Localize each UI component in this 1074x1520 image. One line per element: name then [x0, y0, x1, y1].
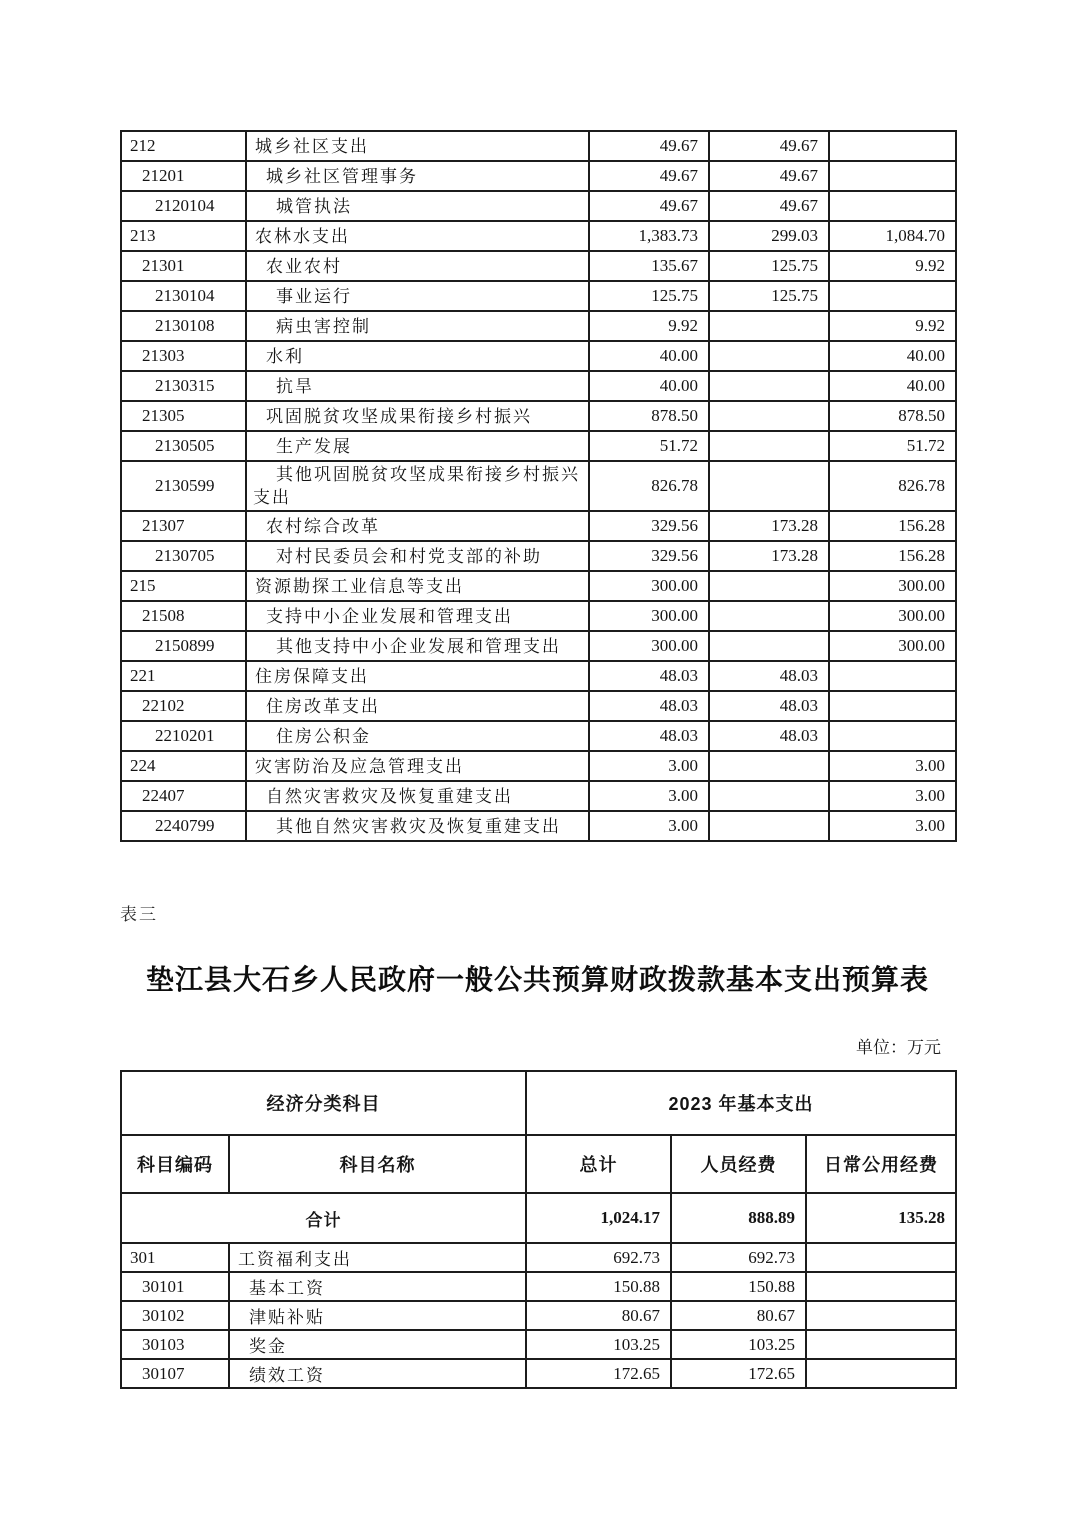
- amount-cell: [709, 781, 829, 811]
- table-row: [121, 691, 956, 721]
- table-row: [121, 1272, 956, 1301]
- amount-cell: 329.56: [589, 511, 709, 541]
- total-row-personnel: 888.89: [671, 1193, 806, 1243]
- amount-cell: 48.03: [709, 661, 829, 691]
- table-row: [121, 631, 956, 661]
- amount-cell: 172.65: [526, 1359, 671, 1388]
- table-row: [121, 511, 956, 541]
- subject-name-cell: 水利: [246, 341, 589, 371]
- subject-name-cell: 其他巩固脱贫攻坚成果衔接乡村振兴支出: [246, 461, 589, 511]
- amount-cell: 3.00: [589, 751, 709, 781]
- subject-name-cell: 对村民委员会和村党支部的补助: [246, 541, 589, 571]
- amount-cell: 9.92: [829, 251, 956, 281]
- amount-cell: 172.65: [671, 1359, 806, 1388]
- subject-code-cell: 21201: [121, 161, 246, 191]
- amount-cell: 49.67: [709, 131, 829, 161]
- subject-name-cell: 奖金: [229, 1330, 526, 1359]
- amount-cell: [806, 1330, 956, 1359]
- amount-cell: [709, 341, 829, 371]
- amount-cell: [829, 691, 956, 721]
- table-row: [121, 191, 956, 221]
- amount-cell: 1,084.70: [829, 221, 956, 251]
- amount-cell: 80.67: [671, 1301, 806, 1330]
- subject-name-cell: 农村综合改革: [246, 511, 589, 541]
- header-daily-public-funds: 日常公用经费: [806, 1135, 956, 1193]
- total-row: [121, 1193, 956, 1243]
- amount-cell: [829, 131, 956, 161]
- subject-code-cell: 30103: [121, 1330, 229, 1359]
- total-row-label: 合计: [121, 1193, 526, 1243]
- table-number-label: 表三: [120, 905, 158, 924]
- header-total: 总计: [526, 1135, 671, 1193]
- subject-name-cell: 工资福利支出: [229, 1243, 526, 1272]
- table-row: [121, 1243, 956, 1272]
- table-row: [121, 541, 956, 571]
- subject-code-cell: 2130505: [121, 431, 246, 461]
- amount-cell: 150.88: [526, 1272, 671, 1301]
- table-row: [121, 341, 956, 371]
- amount-cell: 103.25: [671, 1330, 806, 1359]
- subject-code-cell: 30101: [121, 1272, 229, 1301]
- amount-cell: 49.67: [589, 191, 709, 221]
- amount-cell: 1,383.73: [589, 221, 709, 251]
- amount-cell: [709, 571, 829, 601]
- page-title: 垫江县大石乡人民政府一般公共预算财政拨款基本支出预算表: [145, 965, 929, 996]
- amount-cell: [806, 1301, 956, 1330]
- subject-name-cell: 绩效工资: [229, 1359, 526, 1388]
- amount-cell: 692.73: [671, 1243, 806, 1272]
- amount-cell: 40.00: [589, 371, 709, 401]
- amount-cell: [709, 461, 829, 511]
- amount-cell: [806, 1359, 956, 1388]
- budget-table-continued: [120, 130, 957, 842]
- subject-code-cell: 2130108: [121, 311, 246, 341]
- amount-cell: 156.28: [829, 541, 956, 571]
- table-row: [121, 401, 956, 431]
- amount-cell: 173.28: [709, 541, 829, 571]
- header-subject-code: 科目编码: [121, 1135, 229, 1193]
- amount-cell: 300.00: [589, 631, 709, 661]
- amount-cell: 125.75: [709, 251, 829, 281]
- subject-code-cell: 21305: [121, 401, 246, 431]
- table-row: [121, 751, 956, 781]
- table-row: [121, 431, 956, 461]
- amount-cell: 3.00: [829, 751, 956, 781]
- total-row-total: 1,024.17: [526, 1193, 671, 1243]
- subject-code-cell: 21303: [121, 341, 246, 371]
- amount-cell: 48.03: [589, 721, 709, 751]
- amount-cell: 135.67: [589, 251, 709, 281]
- amount-cell: 156.28: [829, 511, 956, 541]
- amount-cell: 300.00: [829, 631, 956, 661]
- amount-cell: 125.75: [589, 281, 709, 311]
- subject-code-cell: 30107: [121, 1359, 229, 1388]
- table-row: [121, 221, 956, 251]
- subject-name-cell: 住房保障支出: [246, 661, 589, 691]
- subject-code-cell: 2130705: [121, 541, 246, 571]
- amount-cell: 3.00: [829, 811, 956, 841]
- amount-cell: 48.03: [589, 661, 709, 691]
- subject-code-cell: 215: [121, 571, 246, 601]
- subject-name-cell: 基本工资: [229, 1272, 526, 1301]
- subject-name-cell: 农业农村: [246, 251, 589, 281]
- budget-table-body: [121, 131, 956, 841]
- subject-code-cell: 21508: [121, 601, 246, 631]
- amount-cell: [829, 721, 956, 751]
- amount-cell: 299.03: [709, 221, 829, 251]
- basic-expenditure-table: [120, 1070, 957, 1389]
- amount-cell: [709, 601, 829, 631]
- amount-cell: 3.00: [829, 781, 956, 811]
- amount-cell: [829, 661, 956, 691]
- table-row: [121, 571, 956, 601]
- subject-name-cell: 支持中小企业发展和管理支出: [246, 601, 589, 631]
- subject-code-cell: 21301: [121, 251, 246, 281]
- amount-cell: [709, 401, 829, 431]
- amount-cell: 48.03: [589, 691, 709, 721]
- basic-expenditure-table-header: [121, 1071, 956, 1193]
- amount-cell: 49.67: [709, 161, 829, 191]
- subject-name-cell: 农林水支出: [246, 221, 589, 251]
- subject-code-cell: 2120104: [121, 191, 246, 221]
- subject-code-cell: 22407: [121, 781, 246, 811]
- table-row: [121, 1359, 956, 1388]
- amount-cell: 329.56: [589, 541, 709, 571]
- table-row: [121, 1330, 956, 1359]
- table-row: [121, 281, 956, 311]
- subject-name-cell: 自然灾害救灾及恢复重建支出: [246, 781, 589, 811]
- amount-cell: 300.00: [589, 601, 709, 631]
- subject-name-cell: 津贴补贴: [229, 1301, 526, 1330]
- table-row: [121, 131, 956, 161]
- amount-cell: 40.00: [829, 371, 956, 401]
- subject-name-cell: 资源勘探工业信息等支出: [246, 571, 589, 601]
- subject-code-cell: 2130104: [121, 281, 246, 311]
- amount-cell: 80.67: [526, 1301, 671, 1330]
- subject-code-cell: 221: [121, 661, 246, 691]
- amount-cell: 878.50: [829, 401, 956, 431]
- subject-code-cell: 301: [121, 1243, 229, 1272]
- unit-label: 单位：万元: [856, 1038, 941, 1057]
- amount-cell: 300.00: [829, 601, 956, 631]
- amount-cell: [709, 371, 829, 401]
- amount-cell: [829, 281, 956, 311]
- subject-name-cell: 城乡社区管理事务: [246, 161, 589, 191]
- subject-name-cell: 事业运行: [246, 281, 589, 311]
- header-group-row: [121, 1071, 956, 1135]
- amount-cell: [829, 191, 956, 221]
- table-row: [121, 371, 956, 401]
- table-row: [121, 251, 956, 281]
- subject-code-cell: 213: [121, 221, 246, 251]
- amount-cell: 40.00: [589, 341, 709, 371]
- subject-name-cell: 巩固脱贫攻坚成果衔接乡村振兴: [246, 401, 589, 431]
- amount-cell: 51.72: [589, 431, 709, 461]
- amount-cell: [709, 431, 829, 461]
- table-row: [121, 601, 956, 631]
- subject-code-cell: 22102: [121, 691, 246, 721]
- subject-name-cell: 灾害防治及应急管理支出: [246, 751, 589, 781]
- amount-cell: 49.67: [589, 161, 709, 191]
- subject-code-cell: 2240799: [121, 811, 246, 841]
- page-content: [120, 130, 955, 1389]
- table-row: [121, 811, 956, 841]
- subject-name-cell: 城管执法: [246, 191, 589, 221]
- amount-cell: [806, 1243, 956, 1272]
- table-row: [121, 661, 956, 691]
- basic-expenditure-table-body: [121, 1193, 956, 1243]
- subject-code-cell: 224: [121, 751, 246, 781]
- amount-cell: 103.25: [526, 1330, 671, 1359]
- amount-cell: 48.03: [709, 691, 829, 721]
- amount-cell: [709, 631, 829, 661]
- total-row-daily: 135.28: [806, 1193, 956, 1243]
- table-row: [121, 721, 956, 751]
- amount-cell: 9.92: [589, 311, 709, 341]
- table-row: [121, 161, 956, 191]
- amount-cell: 49.67: [589, 131, 709, 161]
- subject-code-cell: 2130599: [121, 461, 246, 511]
- amount-cell: 48.03: [709, 721, 829, 751]
- amount-cell: [829, 161, 956, 191]
- subject-code-cell: 30102: [121, 1301, 229, 1330]
- amount-cell: 49.67: [709, 191, 829, 221]
- subject-code-cell: 2210201: [121, 721, 246, 751]
- table-row: [121, 461, 956, 511]
- subject-name-cell: 住房改革支出: [246, 691, 589, 721]
- amount-cell: 878.50: [589, 401, 709, 431]
- header-columns-row: [121, 1135, 956, 1193]
- amount-cell: 3.00: [589, 811, 709, 841]
- subject-name-cell: 病虫害控制: [246, 311, 589, 341]
- amount-cell: 125.75: [709, 281, 829, 311]
- subject-code-cell: 2150899: [121, 631, 246, 661]
- subject-code-cell: 2130315: [121, 371, 246, 401]
- amount-cell: [806, 1272, 956, 1301]
- amount-cell: 826.78: [829, 461, 956, 511]
- subject-name-cell: 其他自然灾害救灾及恢复重建支出: [246, 811, 589, 841]
- amount-cell: 692.73: [526, 1243, 671, 1272]
- amount-cell: [709, 751, 829, 781]
- subject-name-cell: 生产发展: [246, 431, 589, 461]
- table-row: [121, 781, 956, 811]
- table-row: [121, 1301, 956, 1330]
- amount-cell: 51.72: [829, 431, 956, 461]
- amount-cell: [709, 311, 829, 341]
- amount-cell: 826.78: [589, 461, 709, 511]
- subject-name-cell: 城乡社区支出: [246, 131, 589, 161]
- amount-cell: 300.00: [589, 571, 709, 601]
- amount-cell: 150.88: [671, 1272, 806, 1301]
- subject-name-cell: 住房公积金: [246, 721, 589, 751]
- subject-name-cell: 抗旱: [246, 371, 589, 401]
- basic-expenditure-data-rows: [121, 1243, 956, 1388]
- amount-cell: 300.00: [829, 571, 956, 601]
- table-row: [121, 311, 956, 341]
- amount-cell: [709, 811, 829, 841]
- subject-code-cell: 212: [121, 131, 246, 161]
- header-economic-classification: 经济分类科目: [121, 1071, 526, 1135]
- header-personnel-funds: 人员经费: [671, 1135, 806, 1193]
- subject-code-cell: 21307: [121, 511, 246, 541]
- amount-cell: 9.92: [829, 311, 956, 341]
- amount-cell: 3.00: [589, 781, 709, 811]
- subject-name-cell: 其他支持中小企业发展和管理支出: [246, 631, 589, 661]
- amount-cell: 173.28: [709, 511, 829, 541]
- header-2023-basic-expenditure: 2023 年基本支出: [526, 1071, 956, 1135]
- amount-cell: 40.00: [829, 341, 956, 371]
- header-subject-name: 科目名称: [229, 1135, 526, 1193]
